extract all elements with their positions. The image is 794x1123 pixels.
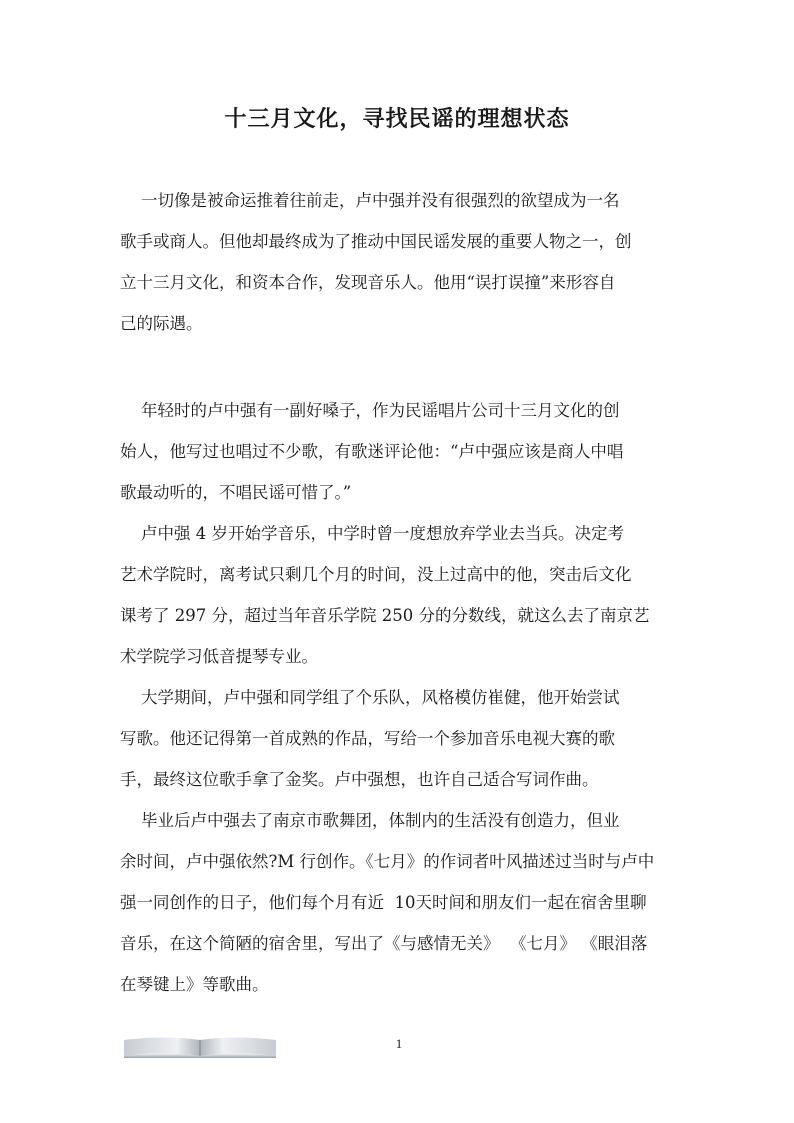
paragraph-5 [120,800,680,1005]
text-line: 立十三月文化，和资本合作，发现音乐人。他用“误打误撞”来形容自 [120,273,616,292]
open-book-icon [122,1034,278,1058]
text-line: 艺术学院时，离考试只剩几个月的时间，没上过高中的他，突击后文化 [120,565,632,584]
text-line: 始人，他写过也唱过不少歌，有歌迷评论他：“卢中强应该是商人中唱 [120,442,624,461]
page-number: 1 [395,1036,403,1051]
text-line: 音乐，在这个简陋的宿舍里，写出了《与感情无关》 《七月》 《眼泪落 [120,934,648,953]
text-line: 歌手或商人。但他却最终成为了推动中国民谣发展的重要人物之一，创 [120,232,632,251]
paragraph-3 [120,513,680,677]
text-line: 年轻时的卢中强有一副好嗓子，作为民谣唱片公司十三月文化的创 [120,401,620,420]
text-line: 强一同创作的日子，他们每个月有近 10天时间和朋友们一起在宿舍里聊 [120,893,647,912]
text-line: 歌最动听的，不唱民谣可惜了。” [120,483,352,502]
text-line: 毕业后卢中强去了南京市歌舞团，体制内的生活没有创造力，但业 [120,811,620,830]
text-line: 己的际遇。 [120,314,203,333]
text-line: 在琴键上》等歌曲。 [120,975,269,994]
text-line: 术学院学习低音提琴专业。 [120,647,318,666]
paragraph-1 [120,180,680,344]
text-line: 余时间，卢中强依然?M 行创作。《七月》的作词者叶风描述过当时与卢中 [120,852,655,871]
text-line: 课考了 297 分，超过当年音乐学院 250 分的分数线，就这么去了南京艺 [120,606,650,625]
text-line: 大学期间，卢中强和同学组了个乐队，风格模仿崔健，他开始尝试 [120,688,620,707]
text-line: 手，最终这位歌手拿了金奖。卢中强想，也许自己适合写词作曲。 [120,770,599,789]
paragraph-2 [120,390,680,513]
text-line: 一切像是被命运推着往前走，卢中强并没有很强烈的欲望成为一名 [120,191,620,210]
text-line: 卢中强 4 岁开始学音乐，中学时曾一度想放弃学业去当兵。决定考 [120,524,624,543]
text-line: 写歌。他还记得第一首成熟的作品，写给一个参加音乐电视大赛的歌 [120,729,615,748]
document-title: 十三月文化，寻找民谣的理想状态 [224,107,570,132]
paragraph-4 [120,677,680,800]
